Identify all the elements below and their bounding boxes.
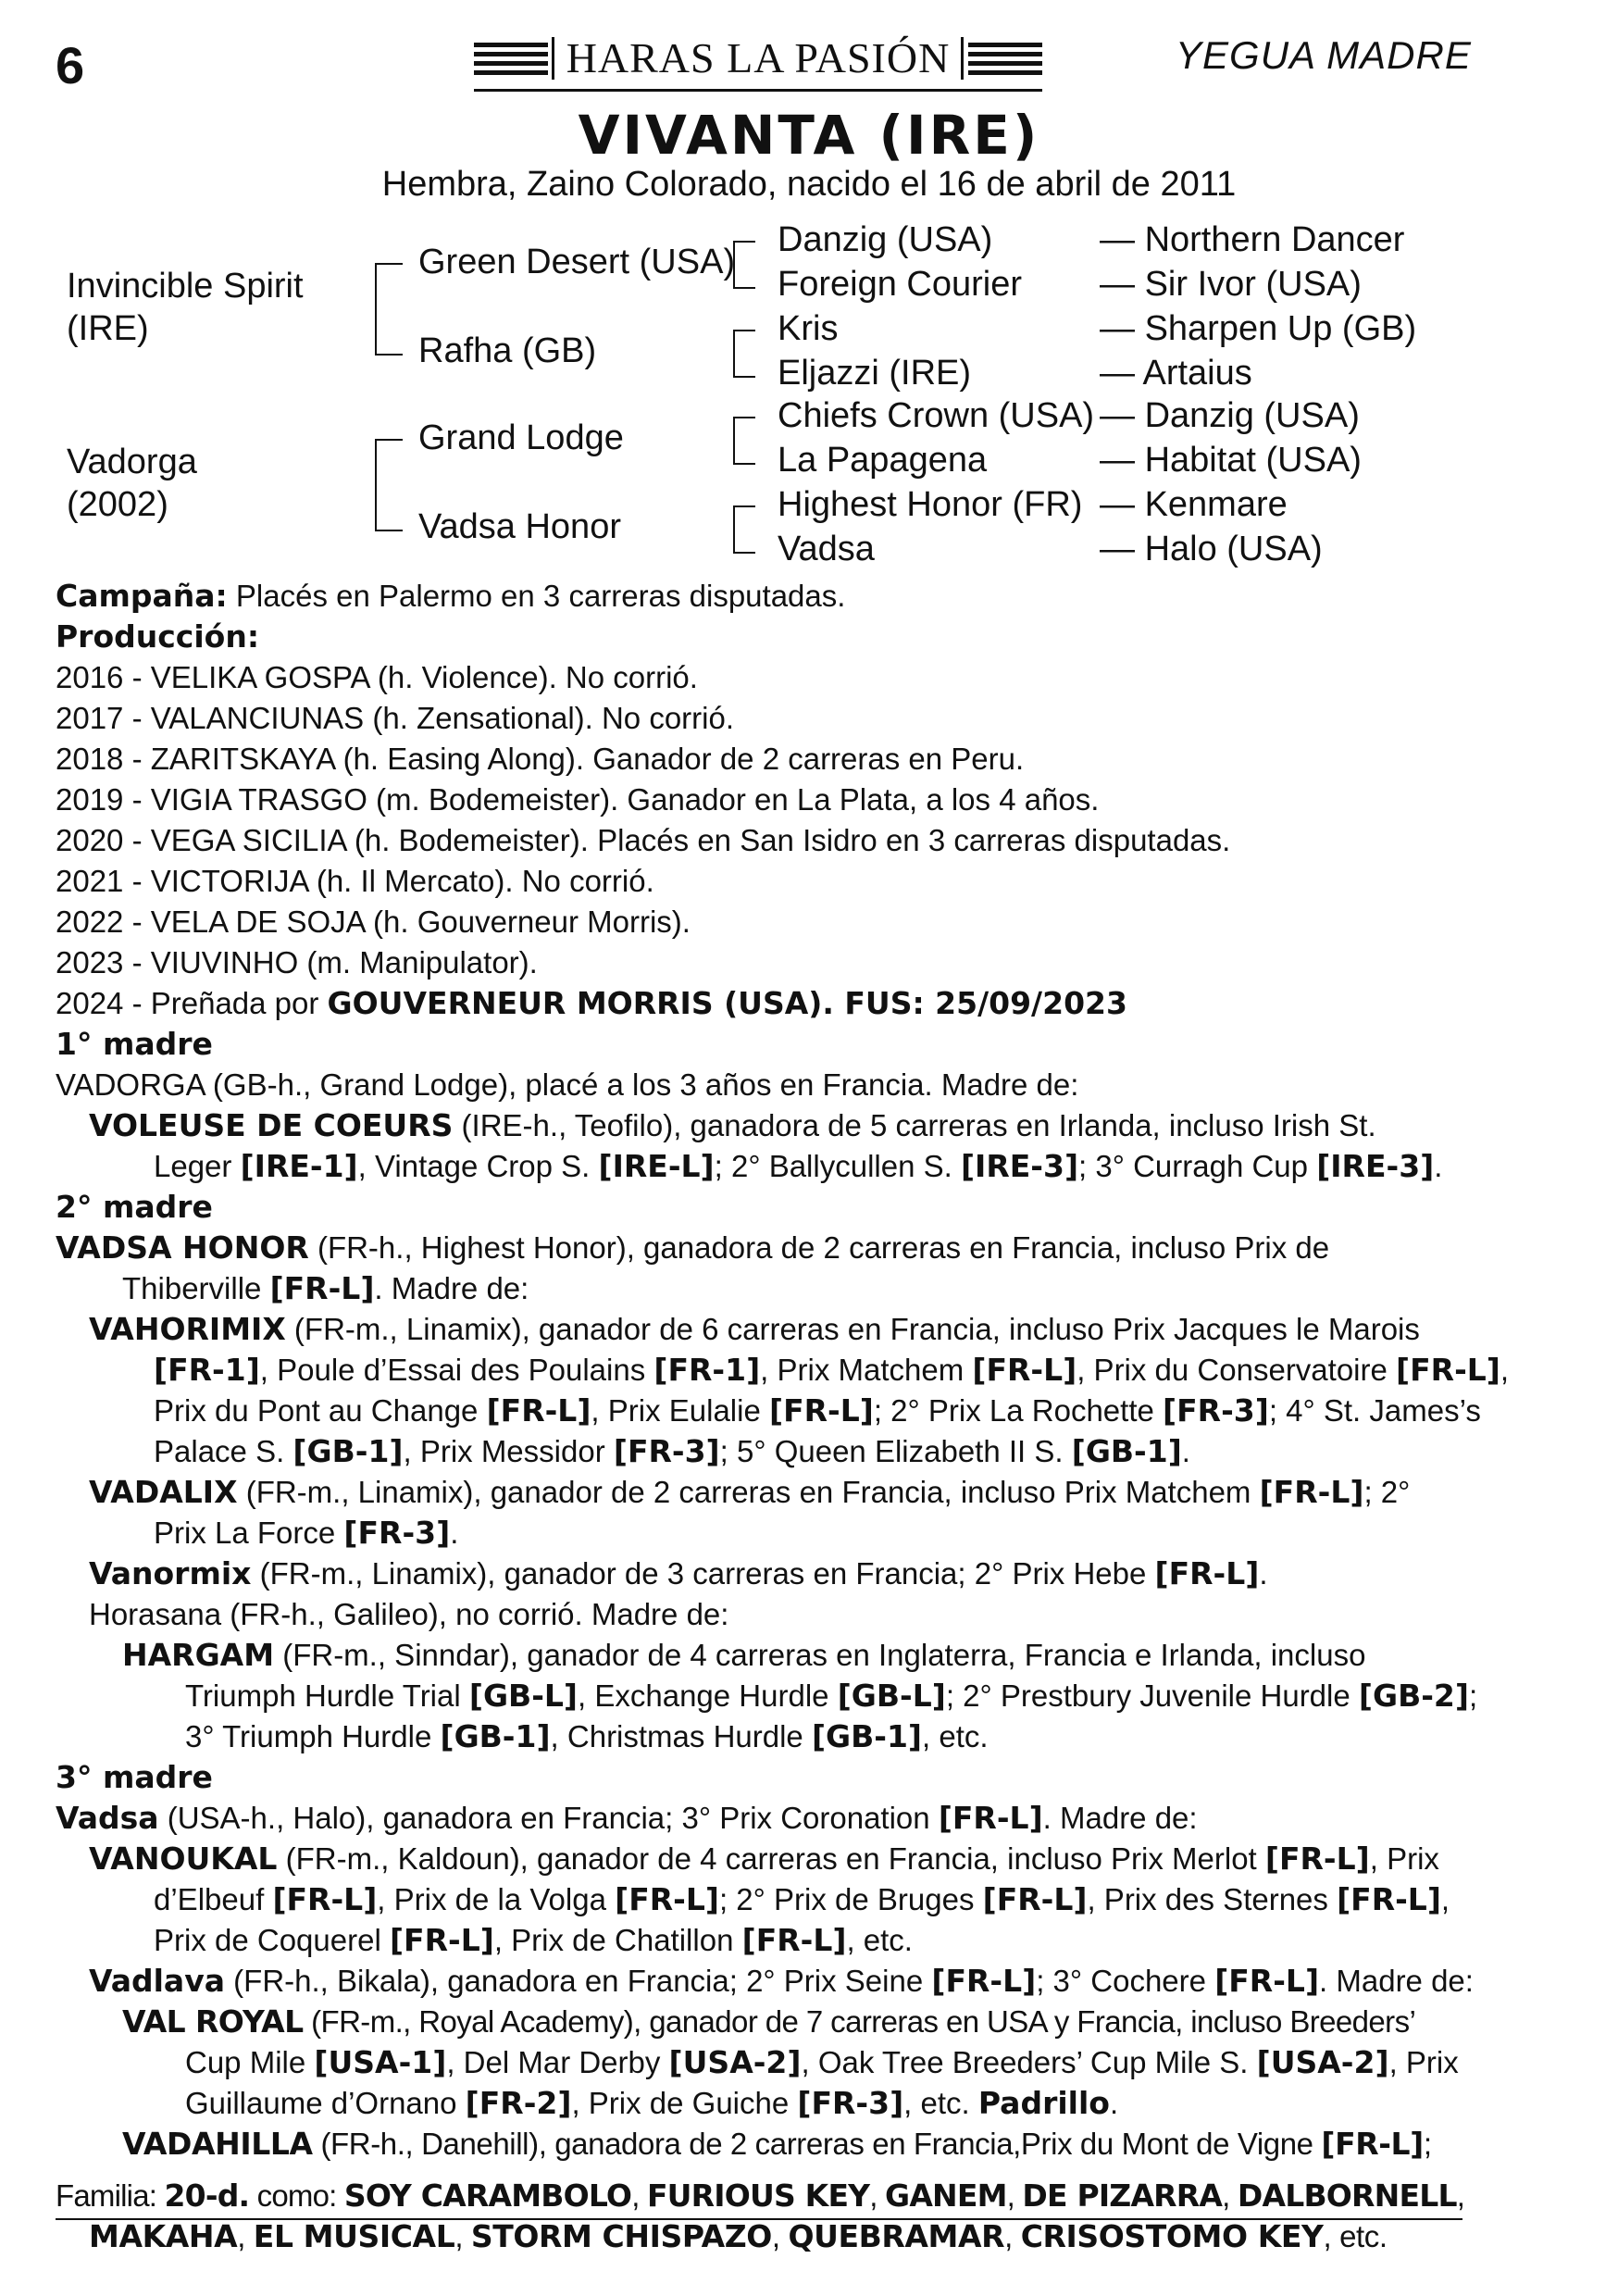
horse-description: Hembra, Zaino Colorado, nacido el 16 de abril de 2011 xyxy=(381,165,1237,204)
pedigree-gen2-3: Grand Lodge xyxy=(418,418,624,457)
brand-bars-left xyxy=(474,43,548,80)
campaign-label: Campaña: xyxy=(56,578,228,614)
horasana-line: Horasana (FR-h., Galileo), no corrió. Madre de: xyxy=(89,1597,729,1631)
pedigree-gen4-1: — Northern Dancer xyxy=(1100,220,1405,259)
first-dam-intro: VADORGA (GB-h., Grand Lodge), placé a los 3 años en Francia. Madre de: xyxy=(56,1067,1079,1102)
vadahilla-line: VADAHILLA (FR-h., Danehill), ganadora de 2 carreras en Francia,Prix du Mont de Vigne [FR-L]; xyxy=(122,2126,1432,2162)
voleuse-line-2: Leger [IRE-1], Vintage Crop S. [IRE-L]; 2° Ballycullen S. [IRE-3]; 3° Curragh Cup [IRE-3]. xyxy=(154,1148,1443,1184)
production-item-pregnancy: 2024 - Preñada por GOUVERNEUR MORRIS (USA). FUS: 25/09/2023 xyxy=(56,985,1127,1021)
pedigree-gen4-8: — Halo (USA) xyxy=(1100,530,1323,568)
vadlava-line: Vadlava (FR-h., Bikala), ganadora en Francia; 2° Prix Seine [FR-L]; 3° Cochere [FR-L]. Madre de: xyxy=(89,1963,1474,1999)
vadalix-line-2: Prix La Force [FR-3]. xyxy=(154,1515,459,1551)
family-line-1: Familia: 20-d. como: SOY CARAMBOLO, FURIOUS KEY, GANEM, DE PIZARRA, DALBORNELL, xyxy=(56,2177,1465,2214)
production-item: 2023 - VIUVINHO (m. Manipulator). xyxy=(56,945,538,980)
brand-name: HARAS LA PASIÓN xyxy=(566,34,951,81)
pedigree-gen3-1: Danzig (USA) xyxy=(778,220,993,259)
vanoukal-line-1: VANOUKAL (FR-m., Kaldoun), ganador de 4 carreras en Francia, incluso Prix Merlot [FR-L], Prix xyxy=(89,1841,1439,1877)
vahorimix-line-1: VAHORIMIX (FR-m., Linamix), ganador de 6 carreras en Francia, incluso Prix Jacques le Marois xyxy=(89,1311,1420,1347)
campaign-line xyxy=(0,578,1618,615)
pedigree-gen4-5: — Danzig (USA) xyxy=(1100,396,1360,435)
pedigree-gen3-6: La Papagena xyxy=(778,441,988,480)
brand-logo xyxy=(474,33,1042,89)
vahorimix-line-4: Palace S. [GB-1], Prix Messidor [FR-3]; 5° Queen Elizabeth II S. [GB-1]. xyxy=(154,1433,1190,1469)
valroyal-line-3: Guillaume d’Ornano [FR-2], Prix de Guiche [FR-3], etc. Padrillo. xyxy=(185,2085,1119,2121)
second-dam-label: 2° madre xyxy=(56,1189,213,1225)
sire-suffix: (IRE) xyxy=(67,309,149,348)
campaign-text: Placés en Palermo en 3 carreras disputadas. xyxy=(227,579,846,613)
bracket-gen3-4 xyxy=(733,505,755,554)
bracket-gen3-1 xyxy=(733,241,755,289)
production-item: 2018 - ZARITSKAYA (h. Easing Along). Ganador de 2 carreras en Peru. xyxy=(56,742,1025,776)
pedigree-gen4-4: — Artaius xyxy=(1100,354,1252,393)
sire-name: Invincible Spirit xyxy=(67,267,304,306)
pedigree-gen2-2: Rafha (GB) xyxy=(418,331,597,370)
brand-bars-right xyxy=(968,43,1042,80)
dam-name: Vadorga xyxy=(67,443,197,481)
vanoukal-line-2: d’Elbeuf [FR-L], Prix de la Volga [FR-L]; 2° Prix de Bruges [FR-L], Prix des Sternes [FR-L], xyxy=(154,1881,1450,1917)
bracket-gen3-3 xyxy=(733,417,755,465)
pedigree-gen2-1: Green Desert (USA) xyxy=(418,243,736,281)
brand-underline xyxy=(474,89,1042,92)
pedigree-gen4-7: — Kenmare xyxy=(1100,485,1288,524)
pedigree-gen3-2: Foreign Courier xyxy=(778,265,1022,304)
production-item: 2020 - VEGA SICILIA (h. Bodemeister). Placés en San Isidro en 3 carreras disputadas. xyxy=(56,823,1231,857)
valroyal-line-1: VAL ROYAL (FR-m., Royal Academy), ganador de 7 carreras en USA y Francia, incluso Breeders’ xyxy=(122,2003,1416,2040)
production-item: 2017 - VALANCIUNAS (h. Zensational). No corrió. xyxy=(56,701,735,735)
pedigree-gen3-4: Eljazzi (IRE) xyxy=(778,354,972,393)
vanoukal-line-3: Prix de Coquerel [FR-L], Prix de Chatillon [FR-L], etc. xyxy=(154,1922,913,1958)
production-item: 2016 - VELIKA GOSPA (h. Violence). No corrió. xyxy=(56,660,698,694)
pedigree-gen4-3: — Sharpen Up (GB) xyxy=(1100,309,1417,348)
brand-divider-left xyxy=(552,37,554,80)
bracket-sire xyxy=(375,263,403,356)
pedigree-gen3-3: Kris xyxy=(778,309,839,348)
voleuse-line-1: VOLEUSE DE COEURS (IRE-h., Teofilo), ganadora de 5 carreras en Irlanda, incluso Irish St. xyxy=(89,1107,1376,1143)
dam-suffix: (2002) xyxy=(67,485,168,524)
production-item: 2019 - VIGIA TRASGO (m. Bodemeister). Ganador en La Plata, a los 4 años. xyxy=(56,782,1100,817)
brand-divider-right xyxy=(961,37,964,80)
vahorimix-line-2: [FR-1], Poule d’Essai des Poulains [FR-1], Prix Matchem [FR-L], Prix du Conservatoire [FR-L], xyxy=(154,1352,1510,1388)
hargam-line-3: 3° Triumph Hurdle [GB-1], Christmas Hurdle [GB-1], etc. xyxy=(185,1718,989,1754)
pedigree-gen2-4: Vadsa Honor xyxy=(418,507,621,546)
vanormix-line: Vanormix (FR-m., Linamix), ganador de 3 carreras en Francia; 2° Prix Hebe [FR-L]. xyxy=(89,1555,1268,1591)
third-dam-label: 3° madre xyxy=(56,1759,213,1795)
valroyal-line-2: Cup Mile [USA-1], Del Mar Derby [USA-2], Oak Tree Breeders’ Cup Mile S. [USA-2], Prix xyxy=(185,2044,1459,2080)
vadsa-honor-line-2: Thiberville [FR-L]. Madre de: xyxy=(122,1270,529,1306)
vadalix-line-1: VADALIX (FR-m., Linamix), ganador de 2 carreras en Francia, incluso Prix Matchem [FR-L]; 2° xyxy=(89,1474,1411,1510)
page-number: 6 xyxy=(56,36,85,94)
horse-name: VIVANTA (IRE) xyxy=(578,104,1040,167)
hargam-line-2: Triumph Hurdle Trial [GB-L], Exchange Hurdle [GB-L]; 2° Prestbury Juvenile Hurdle [GB-2]; xyxy=(185,1678,1478,1714)
production-label: Producción: xyxy=(56,618,260,655)
hargam-line-1: HARGAM (FR-m., Sinndar), ganador de 4 carreras en Inglaterra, Francia e Irlanda, incluso xyxy=(122,1637,1366,1673)
pedigree-gen3-8: Vadsa xyxy=(778,530,875,568)
vadsa-line: Vadsa (USA-h., Halo), ganadora en Francia; 3° Prix Coronation [FR-L]. Madre de: xyxy=(56,1800,1198,1836)
section-label: YEGUA MADRE xyxy=(1176,33,1472,77)
pedigree-gen3-5: Chiefs Crown (USA) xyxy=(778,396,1095,435)
production-item: 2021 - VICTORIJA (h. Il Mercato). No corrió. xyxy=(56,864,654,898)
vadsa-honor-line-1: VADSA HONOR (FR-h., Highest Honor), ganadora de 2 carreras en Francia, incluso Prix de xyxy=(56,1229,1330,1266)
production-item: 2022 - VELA DE SOJA (h. Gouverneur Morris). xyxy=(56,905,691,939)
bracket-gen3-2 xyxy=(733,330,755,378)
pedigree-gen3-7: Highest Honor (FR) xyxy=(778,485,1083,524)
family-line-2: MAKAHA, EL MUSICAL, STORM CHISPAZO, QUEBRAMAR, CRISOSTOMO KEY, etc. xyxy=(89,2218,1388,2254)
bracket-dam xyxy=(375,439,403,531)
pedigree-gen4-6: — Habitat (USA) xyxy=(1100,441,1362,480)
vahorimix-line-3: Prix du Pont au Change [FR-L], Prix Eulalie [FR-L]; 2° Prix La Rochette [FR-3]; 4° St. James’s xyxy=(154,1392,1481,1429)
pedigree-gen4-2: — Sir Ivor (USA) xyxy=(1100,265,1362,304)
first-dam-label: 1° madre xyxy=(56,1026,213,1062)
